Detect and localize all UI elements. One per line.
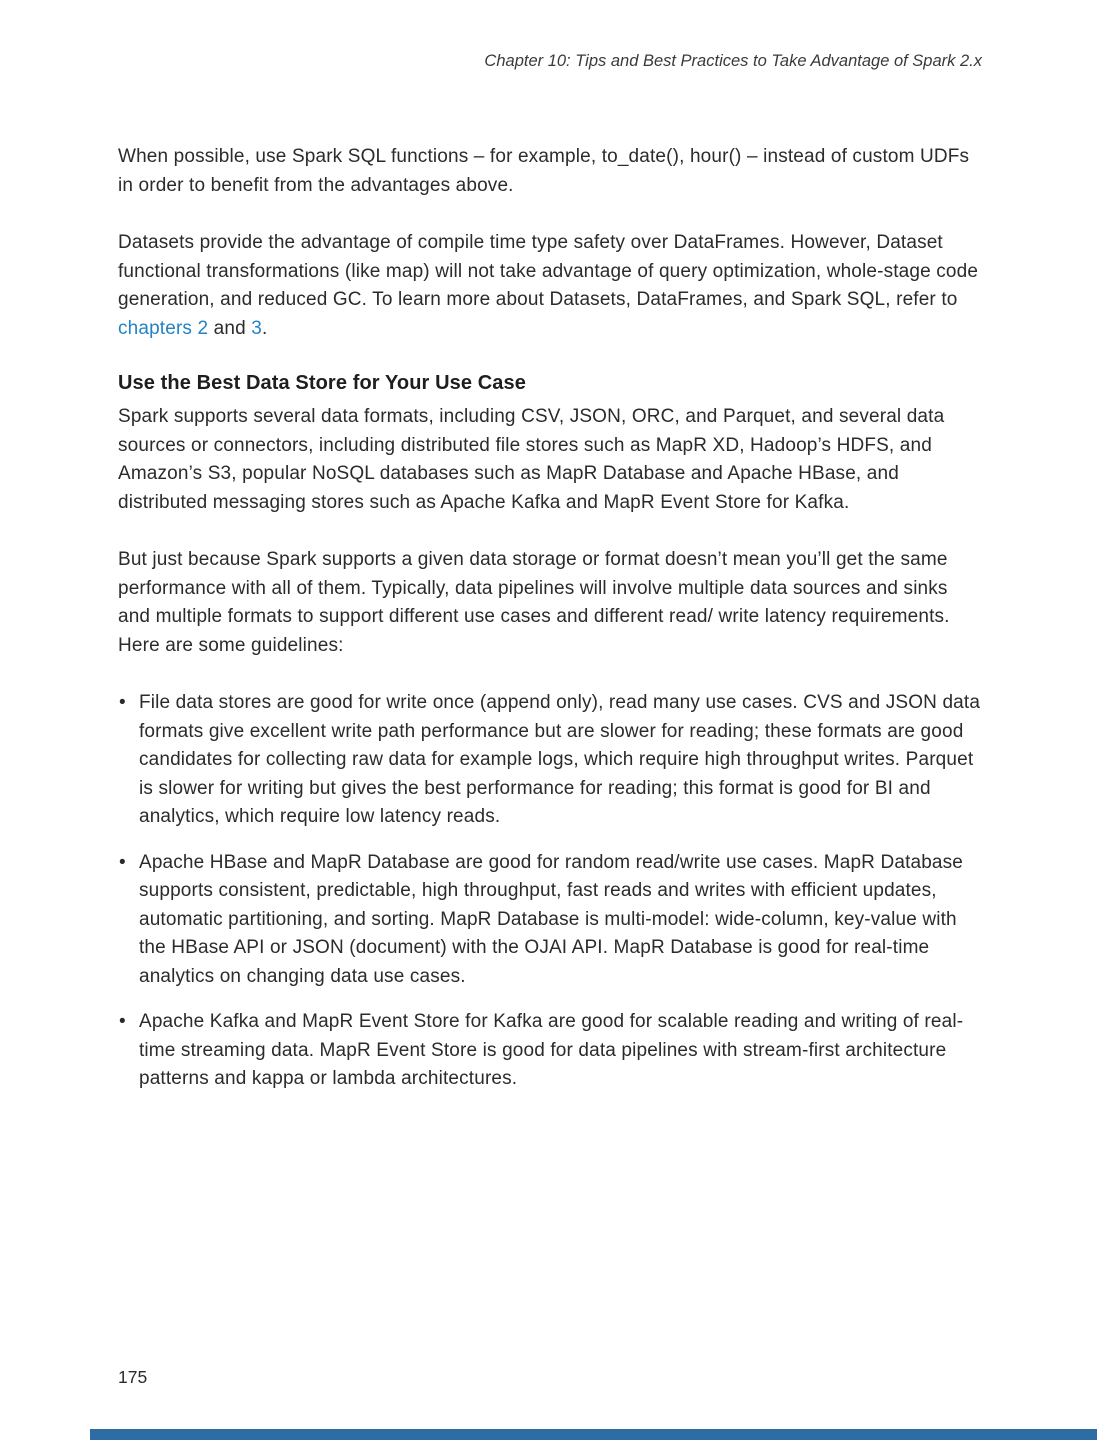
bullet-icon: • (119, 851, 126, 873)
paragraph-guidelines-intro: But just because Spark supports a given data storage or format doesn’t mean you’ll get the same performance with all of them. Typically, data pipelines will involve multiple data sources and sinks and multiple formats to support different use cases and different read/ write latency requirements. Here are some guidelines: (118, 549, 950, 656)
paragraph-spark-sql-functions: When possible, use Spark SQL functions – for example, to_date(), hour() – instead of custom UDFs in order to benefit from the advantages above. (118, 146, 970, 196)
page-number: 175 (118, 1367, 148, 1387)
list-item-hbase-mapr-database (118, 849, 982, 992)
bullet-icon: • (119, 1011, 126, 1032)
guideline-list (118, 689, 982, 1094)
paragraph-data-formats: Spark supports several data formats, including CSV, JSON, ORC, and Parquet, and several data sources or connectors, including distributed file stores such as MapR XD, Hadoop’s HDFS, and Amazon’s S3, popular NoSQL databases such as MapR Database and Apache HBase, and distributed messaging stores such as Apache Kafka and MapR Event Store for Kafka. (118, 406, 945, 513)
paragraph-datasets (118, 229, 982, 343)
paragraph-datasets-and: and (208, 317, 252, 339)
section-heading-best-data-store: Use the Best Data Store for Your Use Case (118, 372, 526, 394)
link-chapters-2[interactable]: chapters 2 (118, 317, 209, 339)
page-content (118, 52, 982, 1111)
bullet-icon: • (119, 692, 126, 713)
list-item-text: Apache Kafka and MapR Event Store for Kafka are good for scalable reading and writing of real-time streaming data. MapR Event Store is good for data pipelines with stream-first architecture patterns and kappa or lambda architectures. (139, 1011, 964, 1089)
footer-accent-bar (90, 1429, 1097, 1440)
paragraph-datasets-text: Datasets provide the advantage of compile time type safety over DataFrames. However, Dataset functional transformations (like map) will not take advantage of query optimization, whole-stage code generation, and reduced GC. To learn more about Datasets, DataFrames, and Spark SQL, refer to (118, 232, 979, 310)
list-item-file-data-stores (118, 689, 982, 832)
paragraph-datasets-period: . (261, 317, 268, 339)
running-header: Chapter 10: Tips and Best Practices to Take Advantage of Spark 2.x (484, 52, 982, 70)
list-item-text: File data stores are good for write once (append only), read many use cases. CVS and JSON data formats give excellent write path performance but are slower for reading; these formats are good candidates for collecting raw data for example logs, which require high throughput writes. Parquet is slower for writing but gives the best performance for reading; this format is good for BI and analytics, which require low latency reads. (139, 692, 981, 827)
link-chapter-3[interactable]: 3 (251, 317, 262, 339)
list-item-text: Apache HBase and MapR Database are good for random read/write use cases. MapR Database supports consistent, predictable, high throughput, fast reads and writes with efficient updates, automatic partitioning, and sorting. MapR Database is multi-model: wide-column, key-value with the HBase API or JSON (document) with the OJAI API. MapR Database is good for real-time analytics on changing data use cases. (139, 851, 964, 987)
list-item-kafka-event-store (118, 1008, 982, 1094)
